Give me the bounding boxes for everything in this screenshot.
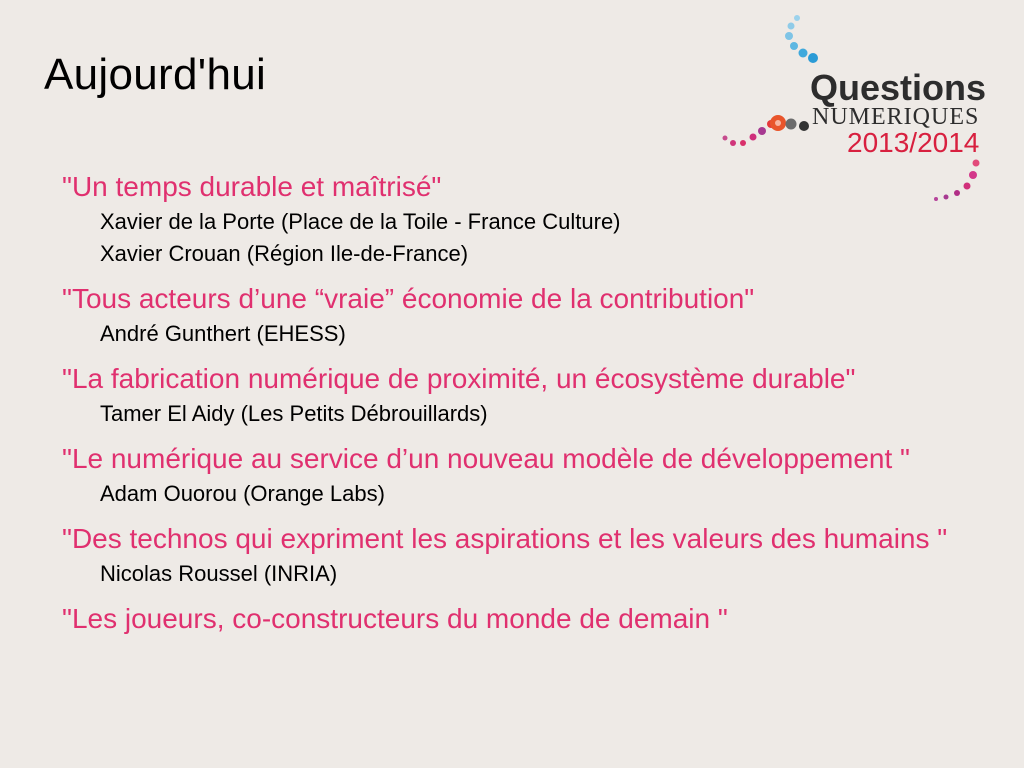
speaker-name: Nicolas Roussel (INRIA) (100, 561, 338, 586)
talk-item (62, 280, 1012, 350)
speaker-name: Xavier Crouan (Région Ile-de-France) (100, 241, 469, 266)
talk-title: "Le numérique au service d’un nouveau modèle de développement " (62, 443, 910, 474)
talk-item (62, 360, 1012, 430)
talk-item (62, 168, 1012, 270)
speaker-name: Tamer El Aidy (Les Petits Débrouillards) (100, 401, 488, 426)
talk-title: "Des technos qui expriment les aspirations et les valeurs des humains " (62, 523, 948, 554)
talk-item (62, 520, 1012, 590)
logo-numeriques-text: NUMERIQUES (812, 104, 980, 130)
speaker-name: Xavier de la Porte (Place de la Toile - France Culture) (100, 209, 621, 234)
logo-questions-text: Questions (810, 67, 987, 108)
talk-title: "La fabrication numérique de proximité, un écosystème durable" (62, 363, 856, 394)
talk-item (62, 600, 1012, 638)
talk-title: "Un temps durable et maîtrisé" (62, 171, 442, 202)
talk-list (62, 168, 1012, 648)
talk-title: "Les joueurs, co-constructeurs du monde de demain " (62, 603, 728, 634)
speaker-name: Adam Ouorou (Orange Labs) (100, 481, 385, 506)
speaker-name: André Gunthert (EHESS) (100, 321, 346, 346)
talk-title: "Tous acteurs d’une “vraie” économie de la contribution" (62, 283, 755, 314)
logo-year-text: 2013/2014 (847, 127, 980, 158)
slide-title: Aujourd'hui (44, 50, 267, 99)
talk-item (62, 440, 1012, 510)
